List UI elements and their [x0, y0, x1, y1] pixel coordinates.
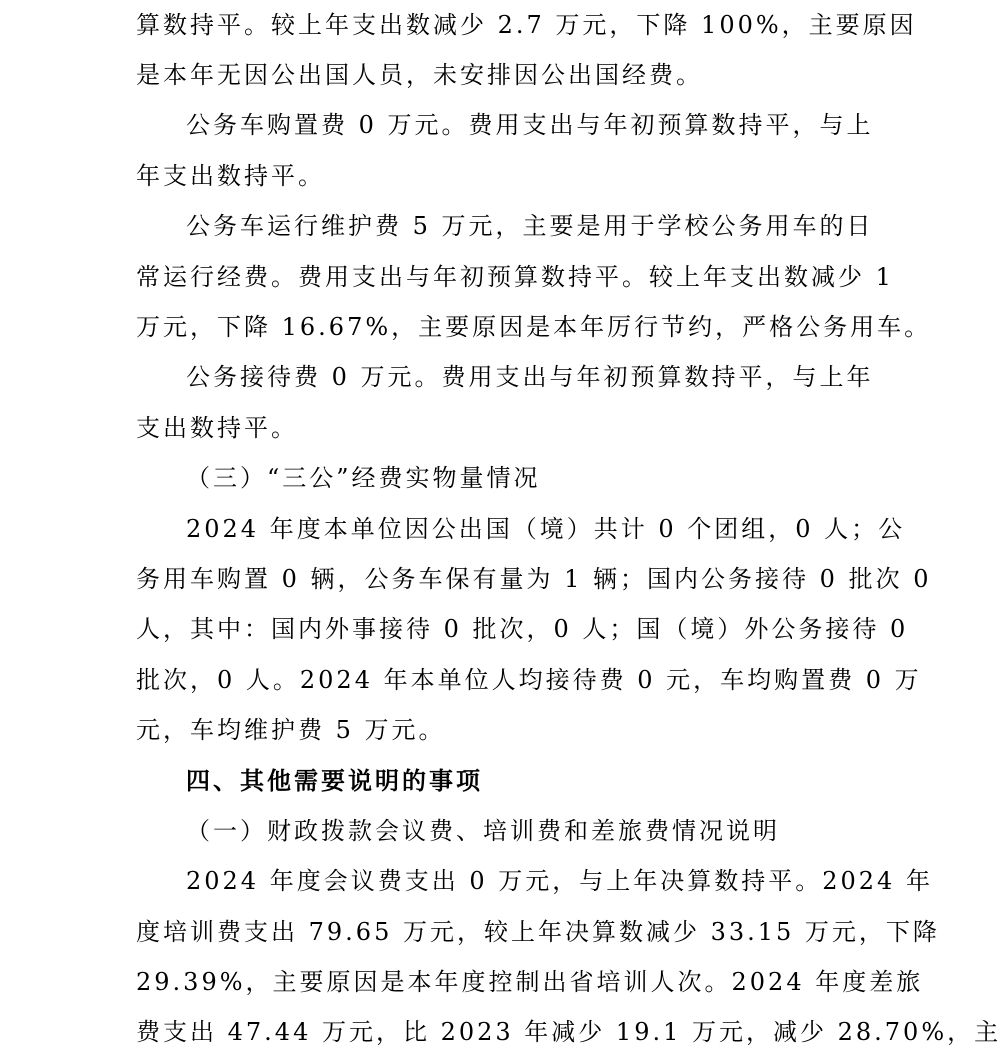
- paragraph-line: 公务接待费 0 万元。费用支出与年初预算数持平，与上年: [186, 363, 874, 391]
- paragraph-line: 29.39%，主要原因是本年度控制出省培训人次。2024 年度差旅: [136, 968, 924, 996]
- paragraph-line: 2024 年度本单位因公出国（境）共计 0 个团组，0 人；公: [186, 515, 906, 543]
- paragraph-line: 常运行经费。费用支出与年初预算数持平。较上年支出数减少 1: [136, 263, 894, 291]
- paragraph-line: 批次，0 人。2024 年本单位人均接待费 0 元，车均购置费 0 万: [136, 666, 922, 694]
- paragraph-line: 务用车购置 0 辆，公务车保有量为 1 辆；国内公务接待 0 批次 0: [136, 565, 932, 593]
- section-heading: 四、其他需要说明的事项: [186, 766, 483, 795]
- paragraph-line: 万元，下降 16.67%，主要原因是本年厉行节约，严格公务用车。: [136, 313, 932, 341]
- paragraph-line: 费支出 47.44 万元，比 2023 年减少 19.1 万元，减少 28.70%，主: [136, 1018, 1001, 1046]
- section-subheading: （三）“三公”经费实物量情况: [186, 464, 541, 492]
- paragraph-line: 人，其中：国内外事接待 0 批次，0 人；国（境）外公务接待 0: [136, 615, 909, 643]
- paragraph-line: 年支出数持平。: [136, 162, 325, 190]
- paragraph-line: 公务车运行维护费 5 万元，主要是用于学校公务用车的日: [186, 212, 874, 240]
- paragraph-line: 度培训费支出 79.65 万元，较上年决算数减少 33.15 万元，下降: [136, 918, 940, 946]
- paragraph-line: 支出数持平。: [136, 414, 298, 442]
- section-subheading: （一）财政拨款会议费、培训费和差旅费情况说明: [186, 817, 780, 845]
- paragraph-line: 元，车均维护费 5 万元。: [136, 716, 446, 744]
- paragraph-line: 公务车购置费 0 万元。费用支出与年初预算数持平，与上: [186, 111, 874, 139]
- paragraph-line: 是本年无因公出国人员，未安排因公出国经费。: [136, 61, 703, 89]
- paragraph-line: 2024 年度会议费支出 0 万元，与上年决算数持平。2024 年: [186, 867, 933, 895]
- paragraph-line: 算数持平。较上年支出数减少 2.7 万元，下降 100%，主要原因: [136, 11, 917, 39]
